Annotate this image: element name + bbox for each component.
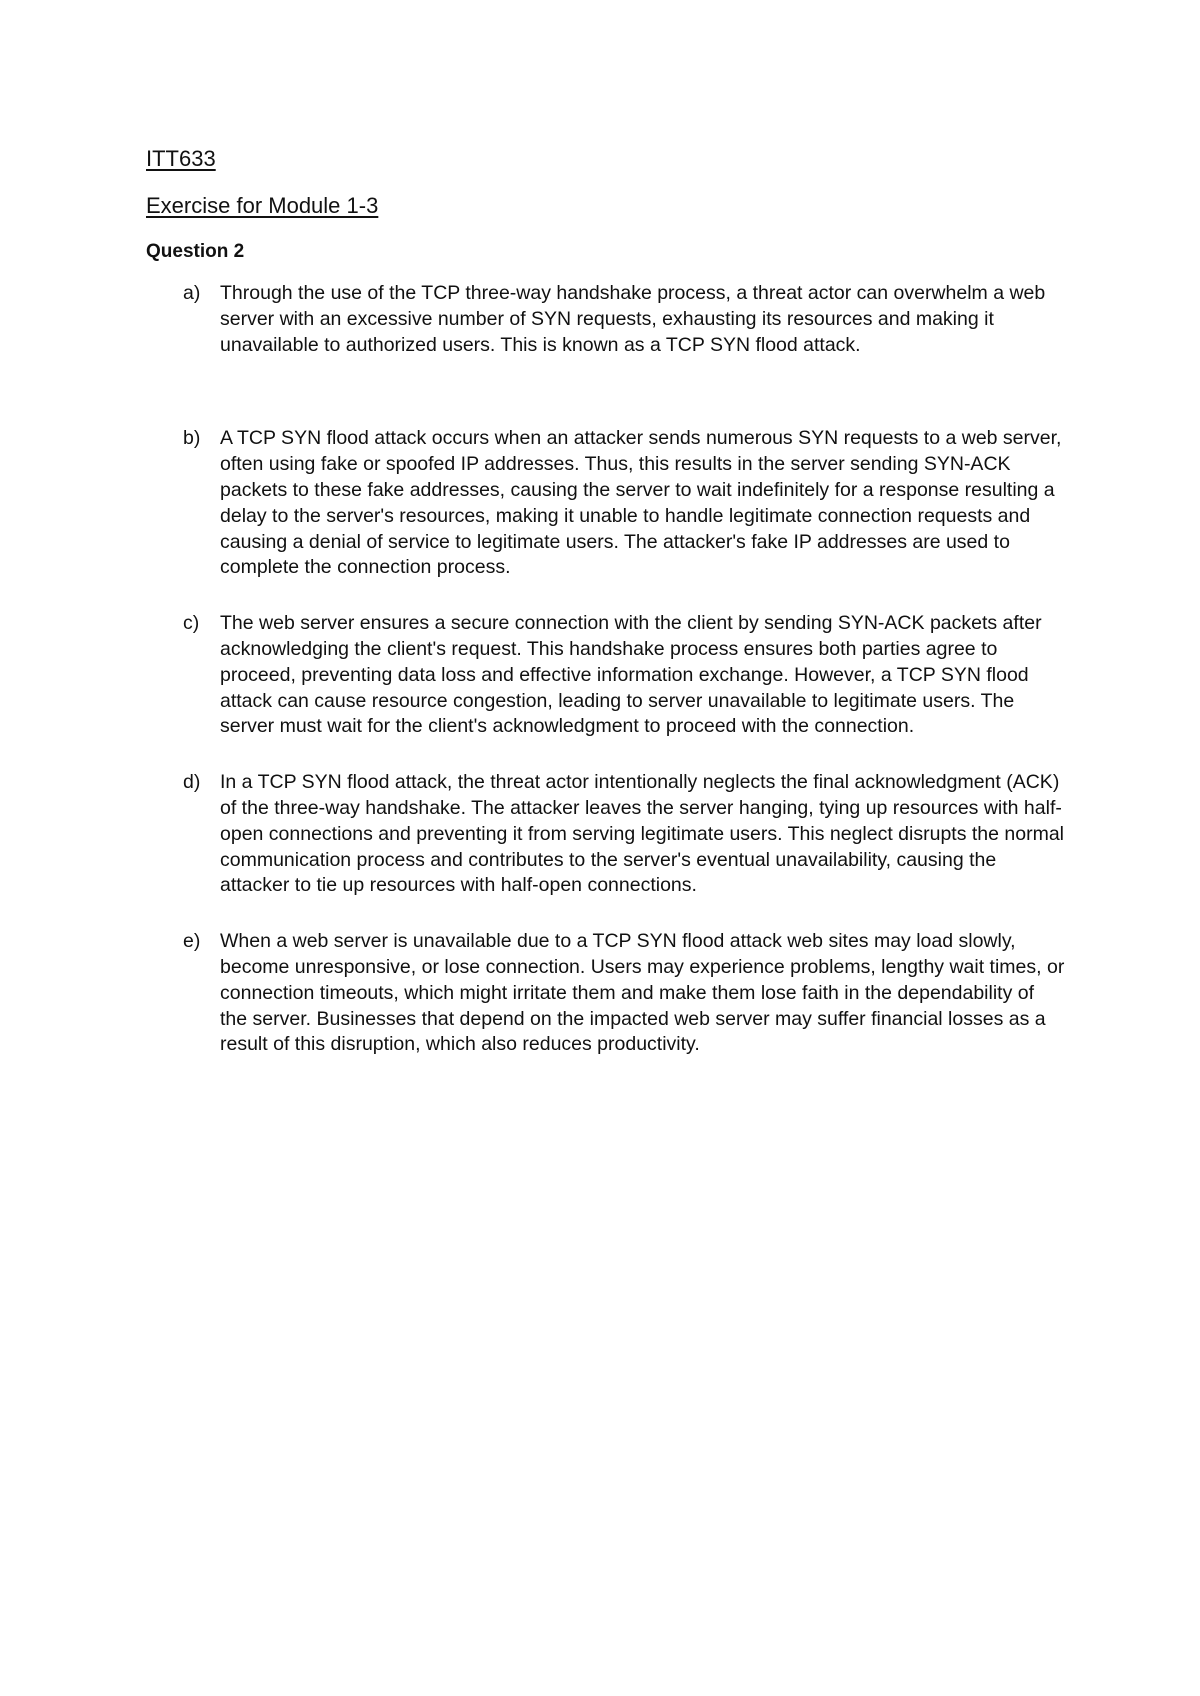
answer-item-d: [146, 770, 1066, 899]
answer-list: [146, 281, 1066, 1058]
exercise-title: Exercise for Module 1-3: [146, 193, 379, 218]
answer-text-d: In a TCP SYN flood attack, the threat actor intentionally neglects the final acknowledgment (ACK) of the three-way handshake. The attacker leaves the server hanging, tying up resources with half-open connections and preventing it from serving legitimate users. This neglect disrupts the normal communication process and contributes to the server's eventual unavailability, causing the attacker to tie up resources with half-open connections.: [220, 771, 1065, 897]
answer-label-c: c): [183, 612, 200, 635]
answer-text-b: A TCP SYN flood attack occurs when an attacker sends numerous SYN requests to a web server, often using fake or spoofed IP addresses. Thus, this results in the server sending SYN-ACK packets to these fake addresses, causing the server to wait indefinitely for a response resulting a delay to the server's resources, making it unable to handle legitimate connection requests and causing a denial of service to legitimate users. The attacker's fake IP addresses are used to complete the connection process.: [220, 427, 1062, 579]
answer-text-c: The web server ensures a secure connection with the client by sending SYN-ACK packets after acknowledging the client's request. This handshake process ensures both parties agree to proceed, preventing data loss and effective information exchange. However, a TCP SYN flood attack can cause resource congestion, leading to server unavailable to legitimate users. The server must wait for the client's acknowledgment to proceed with the connection.: [220, 612, 1042, 738]
answer-item-c: [146, 611, 1066, 740]
answer-text-a: Through the use of the TCP three-way handshake process, a threat actor can overwhelm a web server with an excessive number of SYN requests, exhausting its resources and making it unavailable to authorized users. This is known as a TCP SYN flood attack.: [220, 282, 1046, 356]
answer-item-b: [146, 426, 1066, 581]
answer-item-a: [146, 281, 1066, 358]
answer-item-e: [146, 929, 1066, 1058]
course-code: ITT633: [146, 146, 216, 171]
answer-label-e: e): [183, 930, 201, 953]
answer-text-e: When a web server is unavailable due to a TCP SYN flood attack web sites may load slowly, become unresponsive, or lose connection. Users may experience problems, lengthy wait times, or connection timeouts, which might irritate them and make them lose faith in the dependability of the server. Businesses that depend on the impacted web server may suffer financial losses as a result of this disruption, which also reduces productivity.: [220, 930, 1065, 1056]
answer-label-d: d): [183, 771, 201, 794]
question-heading: Question 2: [146, 241, 245, 262]
answer-label-a: a): [183, 282, 201, 304]
answer-label-b: b): [183, 427, 201, 450]
